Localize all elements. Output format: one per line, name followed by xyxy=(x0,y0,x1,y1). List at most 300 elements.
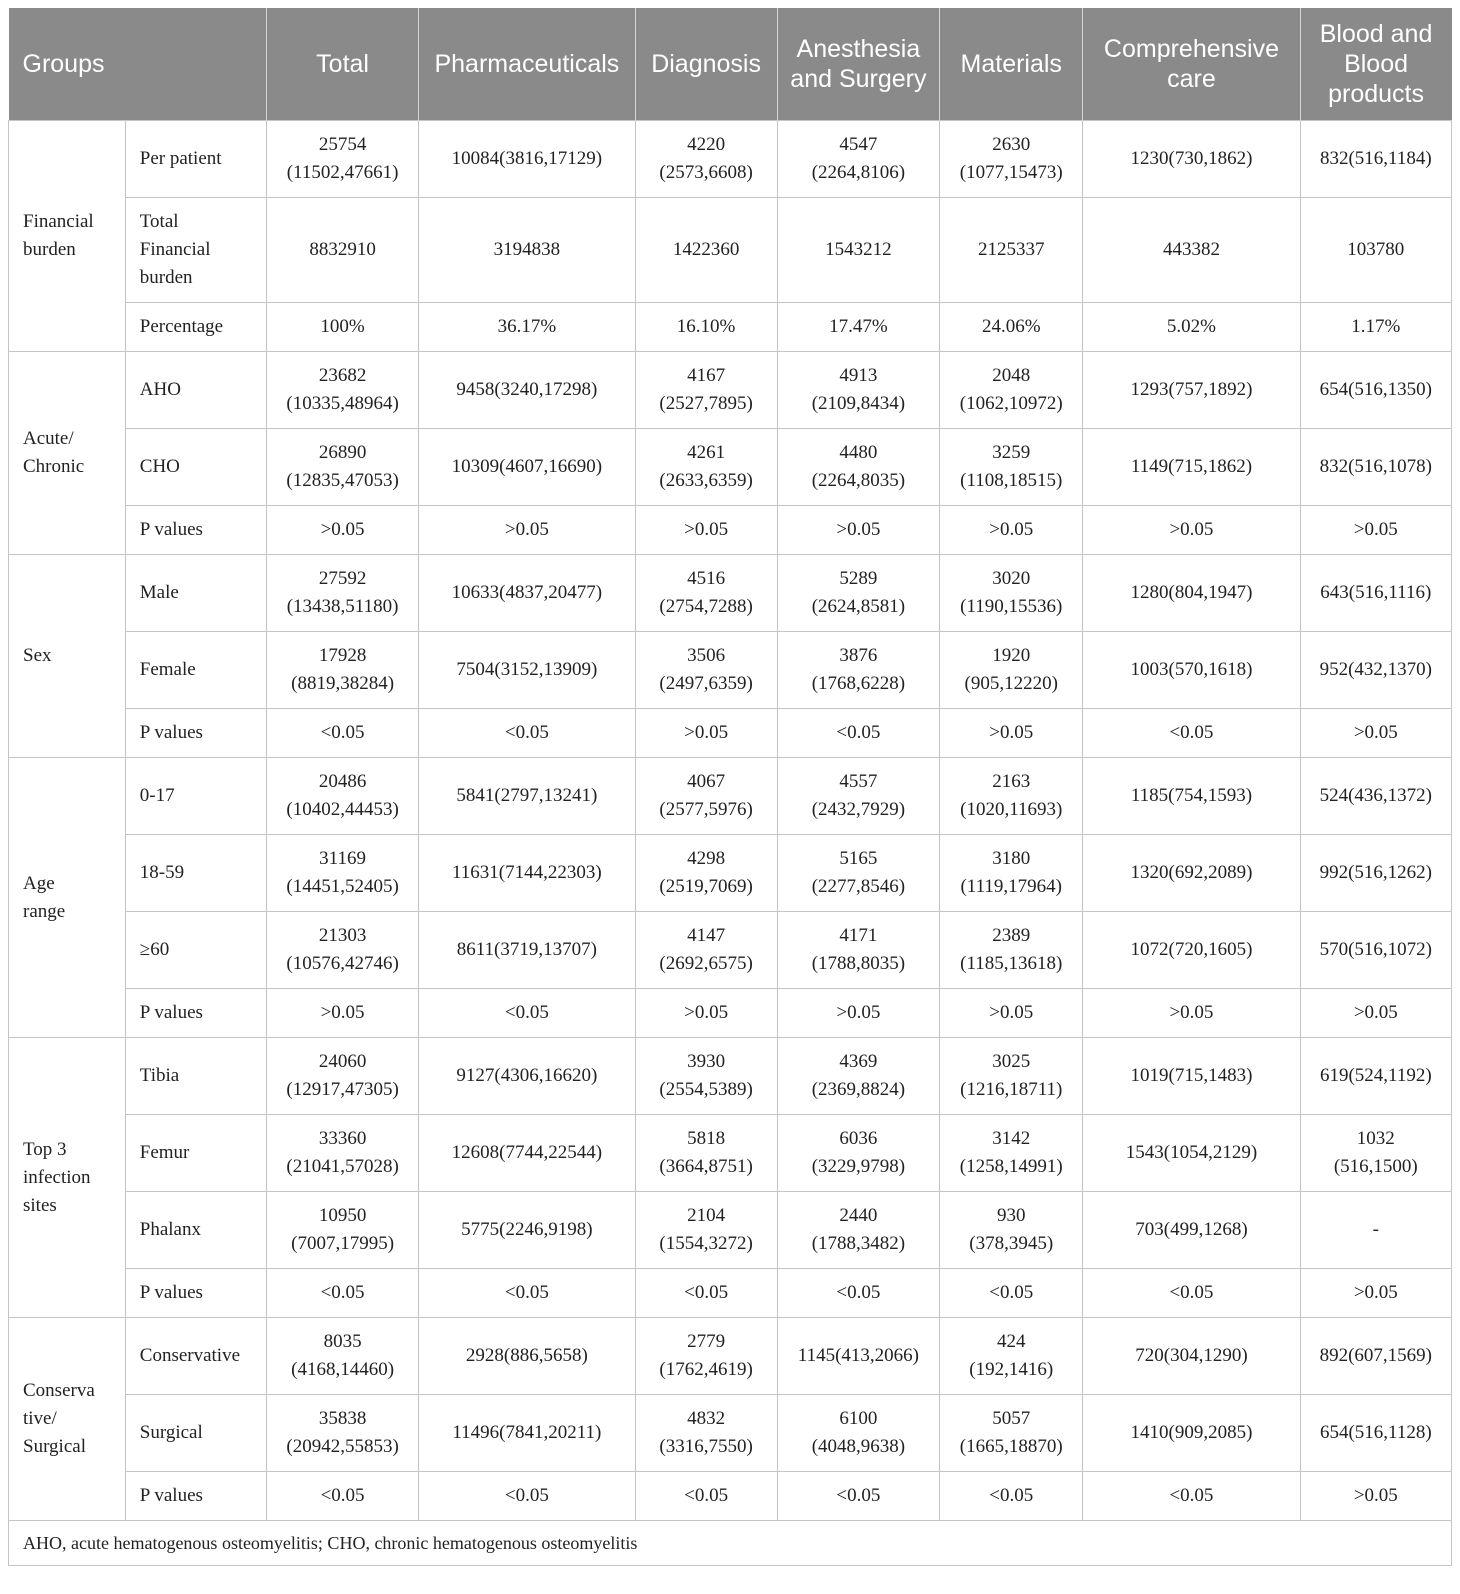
cell-anes xyxy=(777,429,939,506)
cell-pharm xyxy=(419,912,635,989)
cell-total xyxy=(266,429,418,506)
cell-line: (1185,13618) xyxy=(960,953,1063,974)
cell-anes xyxy=(777,352,939,429)
cell-mat: >0.05 xyxy=(940,989,1083,1038)
cell-line: 4220 xyxy=(687,134,726,155)
group-line: sites xyxy=(23,1194,57,1216)
cell-mat xyxy=(940,632,1083,709)
table-row xyxy=(9,555,1452,632)
cell-line: 1185(754,1593) xyxy=(1130,785,1253,806)
cell-pharm xyxy=(419,1395,635,1472)
cell-blood xyxy=(1300,555,1451,632)
cell-diag xyxy=(635,912,777,989)
header-line: and xyxy=(790,65,833,93)
table-row xyxy=(9,1472,1452,1521)
cell-total xyxy=(266,352,418,429)
cell-pharm xyxy=(419,758,635,835)
cell-diag xyxy=(635,555,777,632)
row-label: P values xyxy=(125,709,266,758)
cell-anes xyxy=(777,1192,939,1269)
cell-line: (1119,17964) xyxy=(960,876,1062,897)
table-row xyxy=(9,1269,1452,1318)
cell-blood xyxy=(1300,1192,1451,1269)
cell-line: 4171 xyxy=(839,925,878,946)
row-label: Conservative xyxy=(125,1318,266,1395)
cell-care: <0.05 xyxy=(1083,1472,1300,1521)
cell-pharm: <0.05 xyxy=(419,989,635,1038)
cell-line: (516,1500) xyxy=(1333,1156,1418,1177)
cell-line: 2630 xyxy=(992,134,1031,155)
cell-care: 5.02% xyxy=(1083,303,1300,352)
cell-line: 2163 xyxy=(992,771,1031,792)
cell-line: 4547 xyxy=(839,134,878,155)
cell-line: 1320(692,2089) xyxy=(1130,862,1253,883)
cell-line: - xyxy=(1372,1219,1379,1240)
cell-line: (1665,18870) xyxy=(959,1436,1063,1457)
cell-line: (2624,8581) xyxy=(811,596,906,617)
cell-pharm xyxy=(419,555,635,632)
cell-pharm: <0.05 xyxy=(419,1472,635,1521)
cell-anes xyxy=(777,758,939,835)
cell-pharm xyxy=(419,121,635,198)
cell-line: (2264,8106) xyxy=(811,162,906,183)
cell-line: 3025 xyxy=(992,1051,1031,1072)
cell-mat xyxy=(940,1192,1083,1269)
cell-line: 4261 xyxy=(687,442,726,463)
table-row xyxy=(9,632,1452,709)
cell-line: 8035 xyxy=(323,1331,362,1352)
cell-line: 11631(7144,22303) xyxy=(452,862,602,883)
cell-care xyxy=(1083,835,1300,912)
header-row xyxy=(9,8,1452,121)
cell-mat: 2125337 xyxy=(940,198,1083,303)
cell-line: 2928(886,5658) xyxy=(465,1345,588,1366)
cell-total: <0.05 xyxy=(266,1269,418,1318)
cell-blood: >0.05 xyxy=(1300,1472,1451,1521)
cell-line: 4369 xyxy=(839,1051,878,1072)
group-acute-chronic xyxy=(9,352,126,555)
cell-line: 1145(413,2066) xyxy=(797,1345,919,1366)
cell-total xyxy=(266,1038,418,1115)
cell-line: 4557 xyxy=(839,771,878,792)
group-line: Conserva xyxy=(23,1380,95,1401)
header-line: Comprehensive xyxy=(1103,35,1279,63)
cell-line: 5841(2797,13241) xyxy=(456,785,598,806)
cell-line: 23682 xyxy=(318,365,367,386)
cell-total: <0.05 xyxy=(266,1472,418,1521)
cell-line: 1280(804,1947) xyxy=(1130,582,1253,603)
cell-line: (11502,47661) xyxy=(286,162,399,183)
cell-line: (10402,44453) xyxy=(286,799,399,820)
cell-total: >0.05 xyxy=(266,989,418,1038)
cell-line: 4167 xyxy=(687,365,726,386)
cell-line: 2440 xyxy=(839,1205,878,1226)
group-line: Top 3 xyxy=(23,1138,67,1160)
cell-line: 3020 xyxy=(992,568,1031,589)
row-label: P values xyxy=(125,1269,266,1318)
cell-anes: >0.05 xyxy=(777,989,939,1038)
cell-anes xyxy=(777,835,939,912)
header-diagnosis: Diagnosis xyxy=(635,8,777,121)
cell-line: 720(304,1290) xyxy=(1135,1345,1248,1366)
cell-diag xyxy=(635,352,777,429)
cell-line: 3259 xyxy=(992,442,1031,463)
row-label: Phalanx xyxy=(125,1192,266,1269)
group-conservative-surgical xyxy=(9,1318,126,1521)
cell-line: 4913 xyxy=(839,365,878,386)
cell-care: >0.05 xyxy=(1083,506,1300,555)
cell-mat xyxy=(940,1115,1083,1192)
cell-line: 930 xyxy=(996,1205,1026,1226)
group-sex: Sex xyxy=(9,555,126,758)
cell-line: (13438,51180) xyxy=(286,596,399,617)
cell-total xyxy=(266,632,418,709)
cell-anes xyxy=(777,1038,939,1115)
row-label xyxy=(125,198,266,303)
cell-anes xyxy=(777,555,939,632)
cell-diag xyxy=(635,121,777,198)
cell-diag xyxy=(635,835,777,912)
cell-care xyxy=(1083,121,1300,198)
cell-line: 5818 xyxy=(687,1128,726,1149)
cell-line: 654(516,1128) xyxy=(1319,1422,1432,1443)
cell-line: (10576,42746) xyxy=(286,953,399,974)
cell-pharm xyxy=(419,632,635,709)
table-row xyxy=(9,121,1452,198)
cell-diag xyxy=(635,1318,777,1395)
group-line: infection xyxy=(23,1166,91,1188)
table-row xyxy=(9,989,1452,1038)
table-row xyxy=(9,1038,1452,1115)
cell-line: (1258,14991) xyxy=(959,1156,1063,1177)
cell-total xyxy=(266,1318,418,1395)
cell-line: (2369,8824) xyxy=(811,1079,906,1100)
table-row xyxy=(9,1318,1452,1395)
group-line: Acute/ xyxy=(23,428,74,449)
cell-line: 3142 xyxy=(992,1128,1031,1149)
cell-line: (7007,17995) xyxy=(291,1233,395,1254)
cell-line: (2692,6575) xyxy=(659,953,753,974)
header-anesthesia-surgery xyxy=(777,8,939,121)
cell-line: 4298 xyxy=(687,848,726,869)
cell-mat xyxy=(940,912,1083,989)
table-row xyxy=(9,1395,1452,1472)
row-label: Surgical xyxy=(125,1395,266,1472)
cell-line: (378,3945) xyxy=(969,1233,1054,1254)
cell-line: (192,1416) xyxy=(969,1359,1054,1380)
cell-total xyxy=(266,1395,418,1472)
cell-mat: >0.05 xyxy=(940,709,1083,758)
cell-diag xyxy=(635,1395,777,1472)
cell-line: (1216,18711) xyxy=(960,1079,1063,1100)
header-line: Anesthesia xyxy=(796,35,921,63)
row-label: Femur xyxy=(125,1115,266,1192)
cell-line: (3316,7550) xyxy=(659,1436,753,1457)
cell-anes: <0.05 xyxy=(777,1269,939,1318)
cell-mat: <0.05 xyxy=(940,1472,1083,1521)
cell-total xyxy=(266,912,418,989)
footnote: AHO, acute hematogenous osteomyelitis; CHO, chronic hematogenous osteomyelitis xyxy=(9,1521,1452,1566)
cell-care xyxy=(1083,1318,1300,1395)
table-row xyxy=(9,506,1452,555)
cell-line: 4147 xyxy=(687,925,726,946)
cell-line: 1019(715,1483) xyxy=(1130,1065,1253,1086)
cell-line: 20486 xyxy=(318,771,367,792)
cell-line: (1062,10972) xyxy=(959,393,1063,414)
cell-total: >0.05 xyxy=(266,506,418,555)
cell-line: 1149(715,1862) xyxy=(1130,456,1253,477)
cell-anes xyxy=(777,912,939,989)
cell-line: (905,12220) xyxy=(964,673,1058,694)
cell-line: 8611(3719,13707) xyxy=(456,939,597,960)
header-line: care xyxy=(1167,65,1216,93)
cell-mat: >0.05 xyxy=(940,506,1083,555)
cell-line: (1788,8035) xyxy=(811,953,906,974)
cell-mat xyxy=(940,352,1083,429)
cell-line: 2048 xyxy=(992,365,1031,386)
cell-line: 6036 xyxy=(839,1128,878,1149)
group-line: Surgical xyxy=(23,1436,86,1457)
cell-care xyxy=(1083,912,1300,989)
cell-blood xyxy=(1300,835,1451,912)
cell-line: 703(499,1268) xyxy=(1135,1219,1248,1240)
header-line: Blood xyxy=(1344,50,1409,78)
cell-line: 33360 xyxy=(318,1128,367,1149)
cell-line: (1768,6228) xyxy=(811,673,906,694)
table-row xyxy=(9,709,1452,758)
cell-line: (1190,15536) xyxy=(960,596,1063,617)
cell-mat xyxy=(940,555,1083,632)
cell-mat xyxy=(940,1395,1083,1472)
table-row xyxy=(9,758,1452,835)
cell-line: (1108,18515) xyxy=(960,470,1063,491)
cell-line: 892(607,1569) xyxy=(1319,1345,1432,1366)
cell-total xyxy=(266,835,418,912)
cell-blood: >0.05 xyxy=(1300,989,1451,1038)
cell-diag: 1422360 xyxy=(635,198,777,303)
row-label: Percentage xyxy=(125,303,266,352)
cell-line: 25754 xyxy=(318,134,367,155)
table-row xyxy=(9,198,1452,303)
cell-line: (2527,7895) xyxy=(659,393,753,414)
cell-line: 10950 xyxy=(318,1205,367,1226)
header-groups: Groups xyxy=(9,8,267,121)
cell-blood: 1.17% xyxy=(1300,303,1451,352)
cell-blood: 103780 xyxy=(1300,198,1451,303)
cell-mat: <0.05 xyxy=(940,1269,1083,1318)
cell-mat xyxy=(940,429,1083,506)
cell-line: 992(516,1262) xyxy=(1319,862,1432,883)
cell-care: <0.05 xyxy=(1083,1269,1300,1318)
cell-line: 1072(720,1605) xyxy=(1130,939,1253,960)
cell-line: 1920 xyxy=(992,645,1031,666)
cell-line: (3229,9798) xyxy=(811,1156,906,1177)
cell-blood xyxy=(1300,1318,1451,1395)
header-line: products xyxy=(1328,80,1424,108)
cell-blood xyxy=(1300,1038,1451,1115)
row-label: AHO xyxy=(125,352,266,429)
cell-line: 2104 xyxy=(687,1205,726,1226)
cell-anes xyxy=(777,121,939,198)
table-row xyxy=(9,352,1452,429)
cell-line: 952(432,1370) xyxy=(1319,659,1432,680)
cell-care xyxy=(1083,352,1300,429)
cell-line: 832(516,1184) xyxy=(1319,148,1432,169)
table-row xyxy=(9,1115,1452,1192)
cell-blood xyxy=(1300,632,1451,709)
table-row xyxy=(9,1192,1452,1269)
cell-line: 3876 xyxy=(839,645,878,666)
cell-line: (2573,6608) xyxy=(659,162,753,183)
row-label: Female xyxy=(125,632,266,709)
row-label: Tibia xyxy=(125,1038,266,1115)
cell-pharm xyxy=(419,1115,635,1192)
cell-line: 17928 xyxy=(318,645,367,666)
cell-blood xyxy=(1300,758,1451,835)
cell-line: 524(436,1372) xyxy=(1319,785,1432,806)
table-row xyxy=(9,835,1452,912)
header-line: Blood and xyxy=(1319,20,1433,48)
cell-anes: >0.05 xyxy=(777,506,939,555)
cell-diag: >0.05 xyxy=(635,989,777,1038)
header-materials: Materials xyxy=(940,8,1083,121)
cell-line: (1762,4619) xyxy=(659,1359,753,1380)
label-line: burden xyxy=(139,267,193,288)
cell-line: (2264,8035) xyxy=(811,470,906,491)
group-line: Age xyxy=(23,872,55,894)
cell-line: 1410(909,2085) xyxy=(1130,1422,1253,1443)
cell-line: 1230(730,1862) xyxy=(1130,148,1253,169)
cell-mat xyxy=(940,835,1083,912)
cell-line: 11496(7841,20211) xyxy=(452,1422,602,1443)
cell-line: (2277,8546) xyxy=(811,876,906,897)
cell-anes: <0.05 xyxy=(777,1472,939,1521)
cell-total xyxy=(266,555,418,632)
cell-diag: 16.10% xyxy=(635,303,777,352)
cell-line: 424 xyxy=(996,1331,1026,1352)
cell-anes: 1543212 xyxy=(777,198,939,303)
cell-diag xyxy=(635,1115,777,1192)
cell-care xyxy=(1083,632,1300,709)
cell-line: 3180 xyxy=(992,848,1031,869)
cell-line: (2109,8434) xyxy=(811,393,906,414)
cell-line: 7504(3152,13909) xyxy=(456,659,598,680)
cell-mat xyxy=(940,1038,1083,1115)
cell-line: 570(516,1072) xyxy=(1319,939,1432,960)
cell-diag: >0.05 xyxy=(635,506,777,555)
cell-care xyxy=(1083,555,1300,632)
cell-line: 4067 xyxy=(687,771,726,792)
cell-pharm: <0.05 xyxy=(419,1269,635,1318)
cell-mat xyxy=(940,1318,1083,1395)
cell-line: 5165 xyxy=(839,848,878,869)
cell-diag xyxy=(635,429,777,506)
cell-total xyxy=(266,121,418,198)
header-line: Surgery xyxy=(838,65,927,93)
cell-line: 5775(2246,9198) xyxy=(461,1219,593,1240)
group-infection-sites xyxy=(9,1038,126,1318)
cell-line: (1077,15473) xyxy=(959,162,1063,183)
cell-total xyxy=(266,758,418,835)
cell-line: (14451,52405) xyxy=(286,876,399,897)
cell-blood xyxy=(1300,912,1451,989)
cell-line: (2519,7069) xyxy=(659,876,753,897)
cell-line: 832(516,1078) xyxy=(1319,456,1432,477)
cell-line: (12917,47305) xyxy=(286,1079,399,1100)
cell-line: 1032 xyxy=(1356,1128,1395,1149)
cell-care: >0.05 xyxy=(1083,989,1300,1038)
cell-line: (1554,3272) xyxy=(659,1233,753,1254)
cell-line: 3506 xyxy=(687,645,726,666)
cell-care xyxy=(1083,1115,1300,1192)
cell-pharm xyxy=(419,1192,635,1269)
cell-line: 643(516,1116) xyxy=(1320,582,1432,603)
header-pharmaceuticals: Pharmaceuticals xyxy=(419,8,635,121)
cell-diag xyxy=(635,1192,777,1269)
cell-line: (2577,5976) xyxy=(659,799,753,820)
cell-line: (4048,9638) xyxy=(811,1436,906,1457)
cell-line: (1788,3482) xyxy=(811,1233,906,1254)
cell-line: 2389 xyxy=(992,925,1031,946)
cell-blood xyxy=(1300,352,1451,429)
cell-care xyxy=(1083,1395,1300,1472)
cell-care xyxy=(1083,1192,1300,1269)
table-row xyxy=(9,303,1452,352)
cell-line: 4480 xyxy=(839,442,878,463)
cell-anes: 17.47% xyxy=(777,303,939,352)
row-label: P values xyxy=(125,989,266,1038)
cell-pharm xyxy=(419,835,635,912)
cell-blood xyxy=(1300,1395,1451,1472)
cell-anes xyxy=(777,1318,939,1395)
footnote-row xyxy=(9,1521,1452,1566)
cell-line: 10633(4837,20477) xyxy=(451,582,603,603)
cell-blood xyxy=(1300,121,1451,198)
row-label: 18-59 xyxy=(125,835,266,912)
cell-total: <0.05 xyxy=(266,709,418,758)
cell-blood: >0.05 xyxy=(1300,1269,1451,1318)
cell-line: (8819,38284) xyxy=(291,673,395,694)
cell-line: (3664,8751) xyxy=(659,1156,753,1177)
cell-line: 5289 xyxy=(839,568,878,589)
cell-line: 9127(4306,16620) xyxy=(456,1065,598,1086)
cell-line: 5057 xyxy=(992,1408,1031,1429)
cell-line: (21041,57028) xyxy=(286,1156,399,1177)
header-comprehensive-care xyxy=(1083,8,1300,121)
cell-line: (2432,7929) xyxy=(811,799,906,820)
cell-line: 1293(757,1892) xyxy=(1130,379,1253,400)
row-label: CHO xyxy=(125,429,266,506)
group-line: Financial xyxy=(23,211,94,232)
cell-diag xyxy=(635,632,777,709)
cell-line: 10309(4607,16690) xyxy=(451,456,603,477)
cell-blood xyxy=(1300,1115,1451,1192)
cell-line: (2497,6359) xyxy=(659,673,753,694)
group-line: range xyxy=(23,900,66,922)
cell-line: (10335,48964) xyxy=(286,393,399,414)
cost-table xyxy=(8,8,1452,1566)
cell-care xyxy=(1083,1038,1300,1115)
cell-pharm xyxy=(419,1038,635,1115)
cell-line: 4516 xyxy=(687,568,726,589)
group-age-range xyxy=(9,758,126,1038)
header-blood-products xyxy=(1300,8,1451,121)
cell-line: 9458(3240,17298) xyxy=(456,379,598,400)
cell-pharm: <0.05 xyxy=(419,709,635,758)
cell-line: (2754,7288) xyxy=(659,596,753,617)
cell-blood: >0.05 xyxy=(1300,709,1451,758)
cell-line: (20942,55853) xyxy=(286,1436,399,1457)
